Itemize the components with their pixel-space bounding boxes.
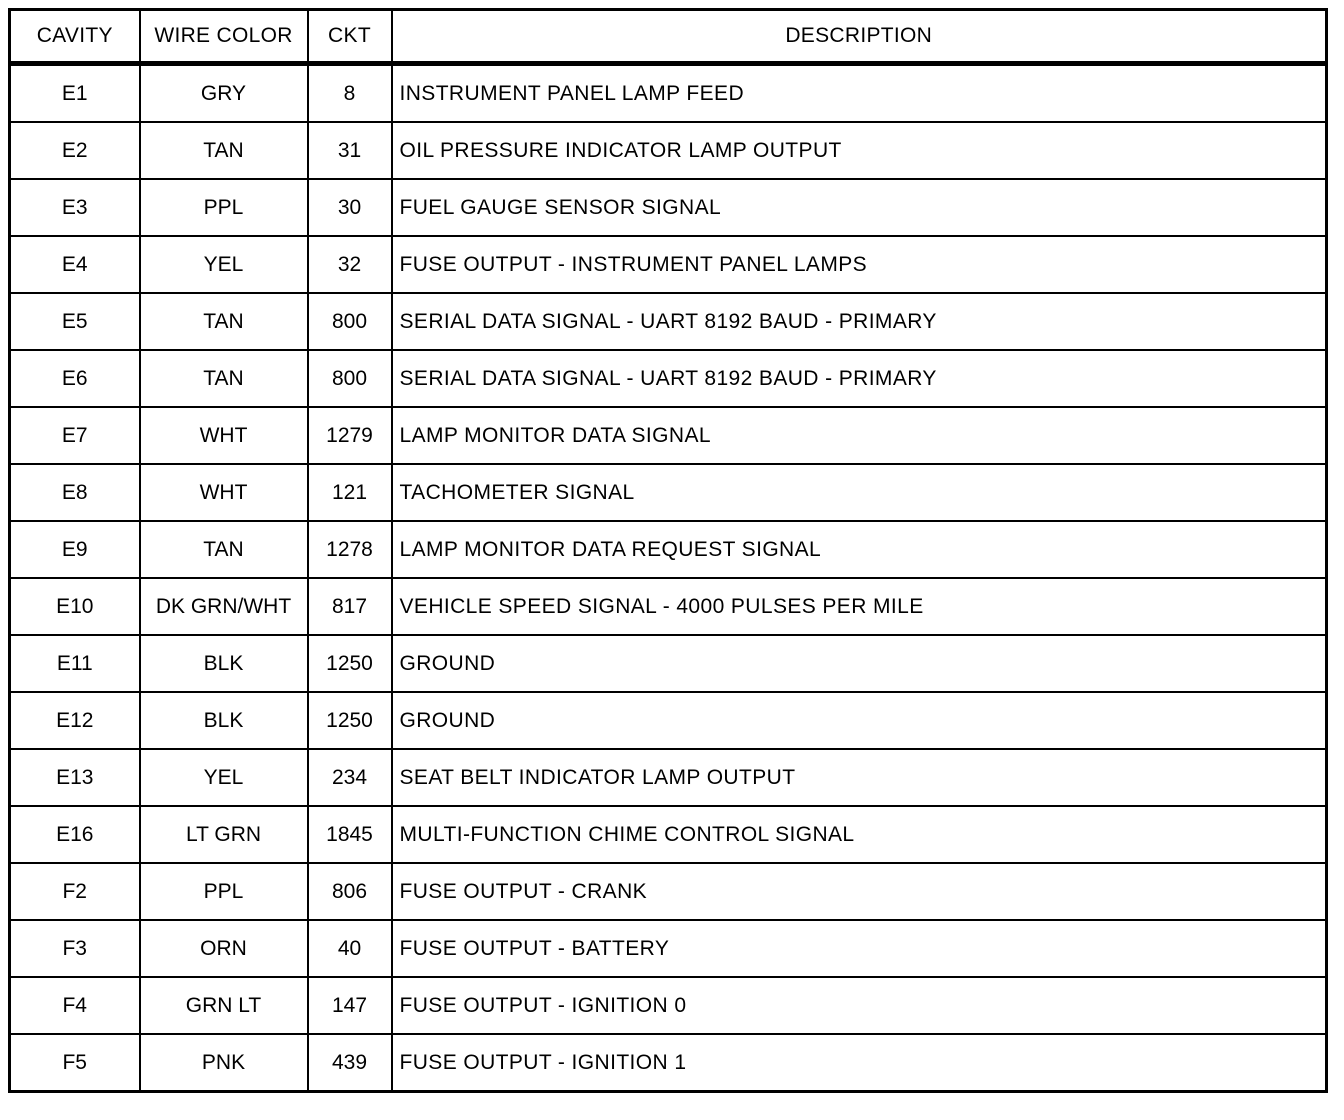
table-row bbox=[10, 464, 1327, 521]
table-row bbox=[10, 692, 1327, 749]
table-row bbox=[10, 977, 1327, 1034]
cell-description: TACHOMETER SIGNAL bbox=[392, 464, 1327, 521]
cell-ckt: 1250 bbox=[308, 635, 392, 692]
cell-wire-color: PPL bbox=[140, 863, 308, 920]
table-row bbox=[10, 749, 1327, 806]
cell-ckt: 121 bbox=[308, 464, 392, 521]
table-row bbox=[10, 806, 1327, 863]
cell-wire-color: TAN bbox=[140, 521, 308, 578]
cell-cavity: E3 bbox=[10, 179, 140, 236]
cell-description: FUSE OUTPUT - CRANK bbox=[392, 863, 1327, 920]
cell-description: FUSE OUTPUT - IGNITION 0 bbox=[392, 977, 1327, 1034]
cell-description: LAMP MONITOR DATA SIGNAL bbox=[392, 407, 1327, 464]
cell-ckt: 806 bbox=[308, 863, 392, 920]
cell-description: SEAT BELT INDICATOR LAMP OUTPUT bbox=[392, 749, 1327, 806]
table-row bbox=[10, 1034, 1327, 1092]
cell-wire-color: WHT bbox=[140, 407, 308, 464]
header-ckt: CKT bbox=[308, 10, 392, 64]
cell-cavity: E16 bbox=[10, 806, 140, 863]
cell-wire-color: YEL bbox=[140, 749, 308, 806]
cell-cavity: E4 bbox=[10, 236, 140, 293]
cell-cavity: E5 bbox=[10, 293, 140, 350]
cell-wire-color: BLK bbox=[140, 692, 308, 749]
table-row bbox=[10, 521, 1327, 578]
cell-ckt: 800 bbox=[308, 350, 392, 407]
cell-wire-color: PPL bbox=[140, 179, 308, 236]
cell-wire-color: ORN bbox=[140, 920, 308, 977]
cell-wire-color: TAN bbox=[140, 122, 308, 179]
cell-description: GROUND bbox=[392, 635, 1327, 692]
cell-description: FUSE OUTPUT - INSTRUMENT PANEL LAMPS bbox=[392, 236, 1327, 293]
header-cavity: CAVITY bbox=[10, 10, 140, 64]
table-header bbox=[10, 10, 1327, 64]
table-row bbox=[10, 407, 1327, 464]
cell-wire-color: LT GRN bbox=[140, 806, 308, 863]
table-body bbox=[10, 64, 1327, 1092]
header-description: DESCRIPTION bbox=[392, 10, 1327, 64]
cell-wire-color: GRN LT bbox=[140, 977, 308, 1034]
table-row bbox=[10, 578, 1327, 635]
cell-ckt: 439 bbox=[308, 1034, 392, 1092]
cell-ckt: 1278 bbox=[308, 521, 392, 578]
cell-wire-color: WHT bbox=[140, 464, 308, 521]
cell-wire-color: GRY bbox=[140, 64, 308, 123]
cell-wire-color: YEL bbox=[140, 236, 308, 293]
cell-ckt: 8 bbox=[308, 64, 392, 123]
cell-cavity: F5 bbox=[10, 1034, 140, 1092]
cell-wire-color: TAN bbox=[140, 350, 308, 407]
cell-cavity: E6 bbox=[10, 350, 140, 407]
cell-cavity: E9 bbox=[10, 521, 140, 578]
cell-ckt: 32 bbox=[308, 236, 392, 293]
cell-description: FUSE OUTPUT - IGNITION 1 bbox=[392, 1034, 1327, 1092]
cell-cavity: F3 bbox=[10, 920, 140, 977]
cell-wire-color: BLK bbox=[140, 635, 308, 692]
cell-description: FUSE OUTPUT - BATTERY bbox=[392, 920, 1327, 977]
table-row bbox=[10, 863, 1327, 920]
table-row bbox=[10, 920, 1327, 977]
header-wire-color: WIRE COLOR bbox=[140, 10, 308, 64]
cell-cavity: F4 bbox=[10, 977, 140, 1034]
cell-description: OIL PRESSURE INDICATOR LAMP OUTPUT bbox=[392, 122, 1327, 179]
cell-description: FUEL GAUGE SENSOR SIGNAL bbox=[392, 179, 1327, 236]
cell-ckt: 1845 bbox=[308, 806, 392, 863]
cell-ckt: 40 bbox=[308, 920, 392, 977]
cell-ckt: 30 bbox=[308, 179, 392, 236]
cell-description: LAMP MONITOR DATA REQUEST SIGNAL bbox=[392, 521, 1327, 578]
cell-cavity: E12 bbox=[10, 692, 140, 749]
table-row bbox=[10, 635, 1327, 692]
cell-wire-color: TAN bbox=[140, 293, 308, 350]
cell-description: VEHICLE SPEED SIGNAL - 4000 PULSES PER MILE bbox=[392, 578, 1327, 635]
cell-cavity: E11 bbox=[10, 635, 140, 692]
cell-ckt: 817 bbox=[308, 578, 392, 635]
cell-cavity: E10 bbox=[10, 578, 140, 635]
table-row bbox=[10, 179, 1327, 236]
cell-ckt: 800 bbox=[308, 293, 392, 350]
header-row bbox=[10, 10, 1327, 64]
cell-cavity: E1 bbox=[10, 64, 140, 123]
cell-wire-color: DK GRN/WHT bbox=[140, 578, 308, 635]
table-row bbox=[10, 236, 1327, 293]
table-row bbox=[10, 122, 1327, 179]
cell-wire-color: PNK bbox=[140, 1034, 308, 1092]
cell-cavity: E8 bbox=[10, 464, 140, 521]
cell-description: GROUND bbox=[392, 692, 1327, 749]
cell-description: MULTI-FUNCTION CHIME CONTROL SIGNAL bbox=[392, 806, 1327, 863]
cell-ckt: 31 bbox=[308, 122, 392, 179]
table-row bbox=[10, 64, 1327, 123]
cell-ckt: 234 bbox=[308, 749, 392, 806]
cell-ckt: 1250 bbox=[308, 692, 392, 749]
cell-description: INSTRUMENT PANEL LAMP FEED bbox=[392, 64, 1327, 123]
table-row bbox=[10, 293, 1327, 350]
cell-ckt: 1279 bbox=[308, 407, 392, 464]
connector-pinout-table bbox=[8, 8, 1328, 1093]
cell-ckt: 147 bbox=[308, 977, 392, 1034]
cell-cavity: E2 bbox=[10, 122, 140, 179]
connector-pinout-table-container bbox=[8, 8, 1328, 1093]
cell-description: SERIAL DATA SIGNAL - UART 8192 BAUD - PRIMARY bbox=[392, 350, 1327, 407]
cell-description: SERIAL DATA SIGNAL - UART 8192 BAUD - PRIMARY bbox=[392, 293, 1327, 350]
cell-cavity: E13 bbox=[10, 749, 140, 806]
table-row bbox=[10, 350, 1327, 407]
cell-cavity: F2 bbox=[10, 863, 140, 920]
cell-cavity: E7 bbox=[10, 407, 140, 464]
